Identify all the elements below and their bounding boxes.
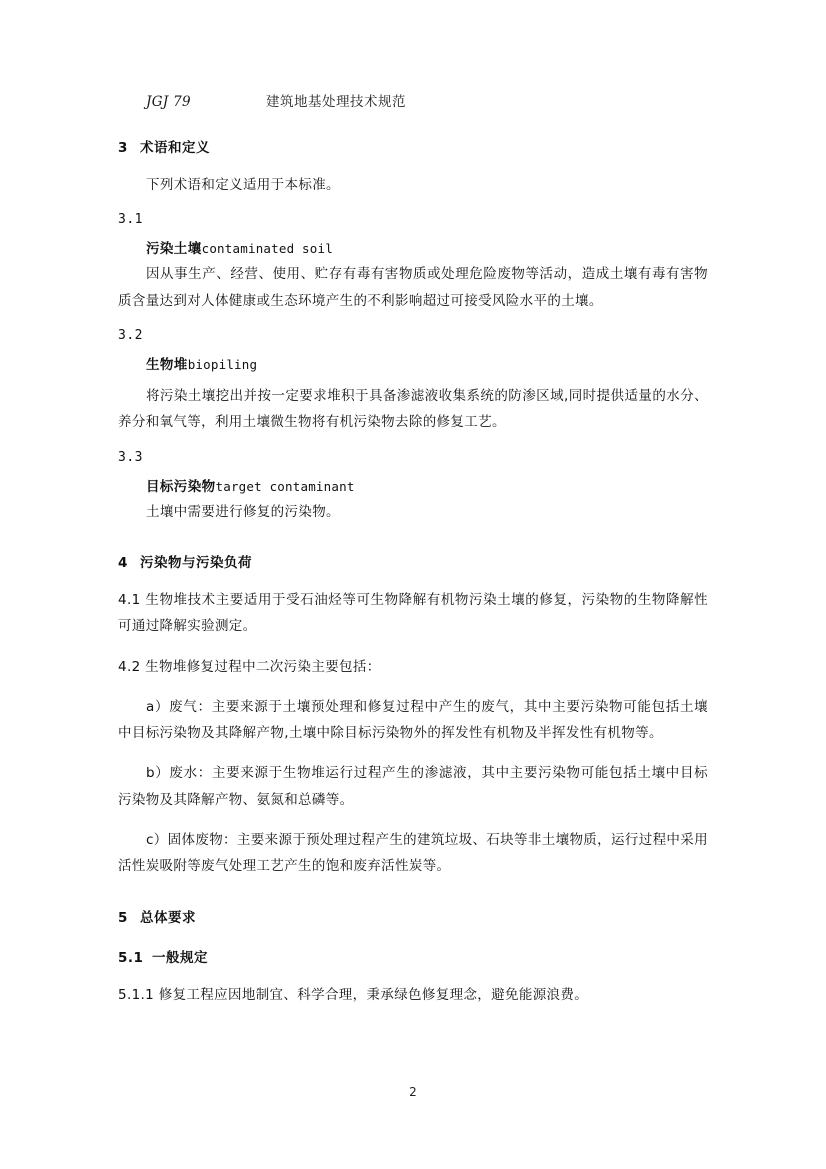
list-item-a: a）废气：主要来源于土壤预处理和修复过程中产生的废气，其中主要污染物可能包括土壤中目标污染物及其降解产物,土壤中除目标污染物外的挥发性有机物及半挥发性有机物等。 (118, 698, 708, 742)
paragraph-5-1-1: 5.1.1 修复工程应因地制宜、科学合理，秉承绿色修复理念，避免能源浪费。 (118, 986, 589, 1003)
section-heading-5 (118, 906, 708, 926)
term-en-3-2: biopiling (187, 356, 258, 372)
section-title-4: 污染物与污染负荷 (140, 554, 252, 571)
term-3-2 (118, 353, 708, 373)
section-heading-3 (118, 136, 708, 156)
page-number: 2 (409, 1085, 417, 1099)
subsection-title-5-1: 一般规定 (152, 949, 208, 966)
term-3-3 (118, 475, 708, 495)
section-number-4: 4 (118, 554, 128, 571)
term-cn-3-2: 生物堆 (146, 356, 188, 373)
document-header (146, 90, 708, 110)
section-title-5: 总体要求 (140, 909, 196, 926)
list-item-c: c）固体废物：主要来源于预处理过程产生的建筑垃圾、石块等非土壤物质，运行过程中采用活性炭吸附等废气处理工艺产生的饱和废弃活性炭等。 (118, 832, 708, 875)
section-number-5: 5 (118, 909, 128, 926)
subsection-number-5-1: 5.1 (118, 949, 144, 966)
clause-number-3-2: 3.2 (118, 327, 143, 343)
section-heading-4 (118, 551, 708, 571)
clause-body-3-2: 将污染土壤挖出并按一定要求堆积于具备渗滤液收集系统的防渗区域,同时提供适量的水分、养分和氧气等，利用土壤微生物将有机污染物去除的修复工艺。 (118, 387, 708, 431)
clause-number-3-1: 3.1 (118, 212, 143, 228)
subsection-heading-5-1 (118, 946, 708, 966)
term-3-1 (118, 237, 708, 257)
standard-number: JGJ 79 (146, 94, 191, 110)
section-number-3: 3 (118, 140, 128, 156)
list-item-b: b）废水：主要来源于生物堆运行过程产生的渗滤液，其中主要污染物可能包括土壤中目标污染物及其降解产物、氨氮和总磷等。 (118, 765, 708, 808)
paragraph-4-1: 4.1 生物堆技术主要适用于受石油烃等可生物降解有机物污染土壤的修复，污染物的生物降解性可通过降解实验测定。 (118, 591, 708, 635)
section-3-intro: 下列术语和定义适用于本标准。 (146, 177, 340, 193)
term-en-3-1: contaminated soil (201, 241, 333, 257)
clause-body-3-3: 土壤中需要进行修复的污染物。 (146, 503, 340, 520)
clause-number-3-3: 3.3 (118, 449, 143, 465)
standard-title: 建筑地基处理技术规范 (266, 94, 406, 110)
term-en-3-3: target contaminant (215, 478, 355, 494)
page-content (118, 90, 708, 1022)
term-cn-3-1: 污染土壤 (146, 241, 202, 258)
clause-body-3-1: 因从事生产、经营、使用、贮存有毒有害物质或处理危险废物等活动，造成土壤有毒有害物质含量达到对人体健康或生态环境产生的不利影响超过可接受风险水平的土壤。 (118, 266, 708, 309)
term-cn-3-3: 目标污染物 (146, 478, 216, 495)
paragraph-4-2: 4.2 生物堆修复过程中二次污染主要包括： (118, 658, 381, 675)
section-title-3: 术语和定义 (140, 140, 210, 156)
